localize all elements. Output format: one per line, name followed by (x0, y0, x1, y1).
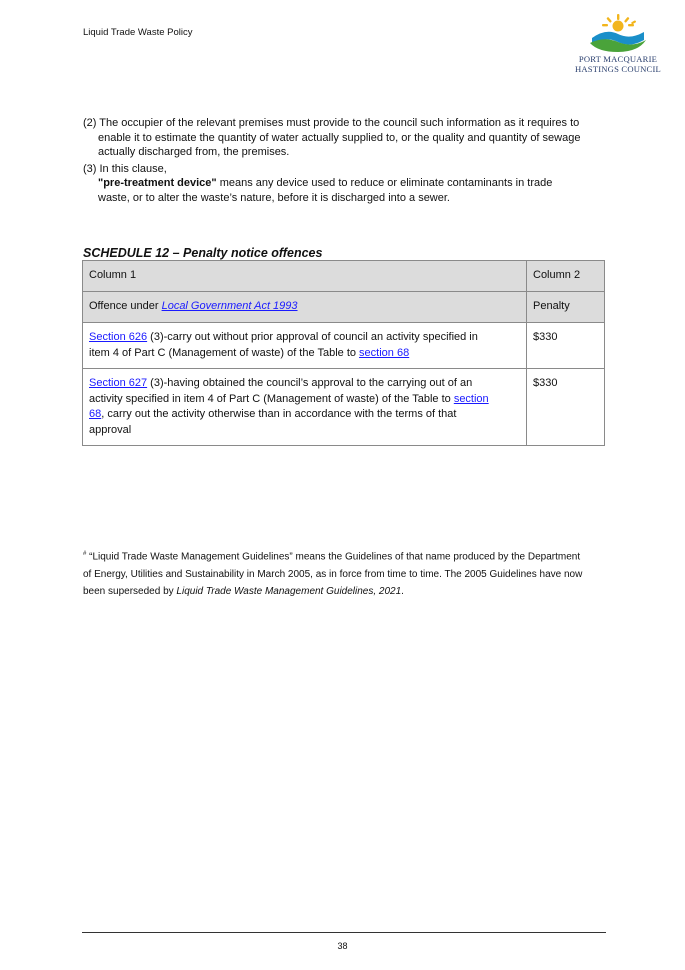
column-1-header: Column 1 (83, 261, 527, 292)
defined-term: "pre-treatment device" (98, 177, 217, 190)
footnote-text: been superseded by (83, 585, 177, 597)
council-logo (572, 12, 664, 82)
logo-line-1: PORT MACQUARIE (578, 54, 658, 64)
footnote-mark: # (83, 551, 87, 557)
sun-wave-logo-icon (586, 12, 650, 54)
offence-text: approval (89, 423, 132, 436)
clause-3-line-2 (83, 176, 608, 191)
section-68-link[interactable]: 68 (89, 408, 102, 420)
table-header-row (83, 261, 605, 292)
offence-text: (3)-having obtained the council’s approval to the carrying out of an (147, 377, 473, 389)
clause-3-line-3: waste, or to alter the waste’s nature, before it is discharged into a sewer. (98, 191, 450, 204)
table-row (83, 323, 605, 369)
clause-3 (83, 162, 608, 206)
table-subheader-row (83, 292, 605, 323)
section-68-link[interactable]: section 68 (359, 346, 410, 359)
offence-cell (83, 369, 527, 446)
offence-header (83, 292, 527, 323)
guidelines-title: Liquid Trade Waste Management Guidelines, 2021 (176, 585, 402, 597)
clause-2-line-2: enable it to estimate the quantity of water actually supplied to, or the quality and quantity of sewage (98, 131, 581, 144)
offence-text: item 4 of Part C (Management of waste) of the Table to (89, 346, 360, 359)
clauses-section (83, 116, 608, 208)
clause-3-line-1: (3) In this clause, (83, 162, 167, 175)
offence-text: (3)-carry out without prior approval of council an activity specified in (147, 331, 478, 343)
column-2-header: Column 2 (527, 261, 605, 292)
penalty-header: Penalty (527, 292, 605, 323)
offence-header-prefix: Offence under (89, 300, 162, 313)
page-number: 38 (337, 941, 348, 951)
footnote-line-3 (83, 583, 608, 600)
section-627-link[interactable]: Section 627 (89, 377, 148, 389)
footer-divider (82, 932, 606, 933)
footnote (83, 546, 608, 600)
offence-text: , carry out the activity otherwise than in accordance with the terms of that (101, 408, 457, 420)
clause-2 (83, 116, 608, 160)
table-row (83, 369, 605, 446)
section-626-link[interactable]: Section 626 (89, 331, 148, 343)
penalty-table (82, 260, 605, 446)
clause-3-definition: means any device used to reduce or eliminate contaminants in trade (216, 177, 553, 190)
footnote-line-2: of Energy, Utilities and Sustainability in March 2005, as in force from time to time. The 2005 Guidelines have now (83, 568, 583, 580)
penalty-cell: $330 (527, 323, 605, 369)
logo-line-2: HASTINGS COUNCIL (574, 64, 662, 74)
offence-text: activity specified in item 4 of Part C (Management of waste) of the Table to (89, 392, 454, 405)
footnote-text: “Liquid Trade Waste Management Guidelines” means the Guidelines of that name produced by the Department (86, 551, 581, 563)
clause-2-line-3: actually discharged from, the premises. (98, 146, 290, 159)
footnote-line-1 (83, 546, 608, 566)
schedule-title: SCHEDULE 12 – Penalty notice offences (83, 246, 323, 260)
local-government-act-link[interactable]: Local Government Act 1993 (161, 300, 298, 313)
footnote-text: . (401, 585, 404, 597)
document-title: Liquid Trade Waste Policy (83, 27, 193, 38)
section-68-link[interactable]: section (453, 392, 489, 405)
offence-cell (83, 323, 527, 369)
clause-2-line-1: (2) The occupier of the relevant premises must provide to the council such information as it requires to (83, 117, 580, 129)
penalty-cell: $330 (527, 369, 605, 446)
